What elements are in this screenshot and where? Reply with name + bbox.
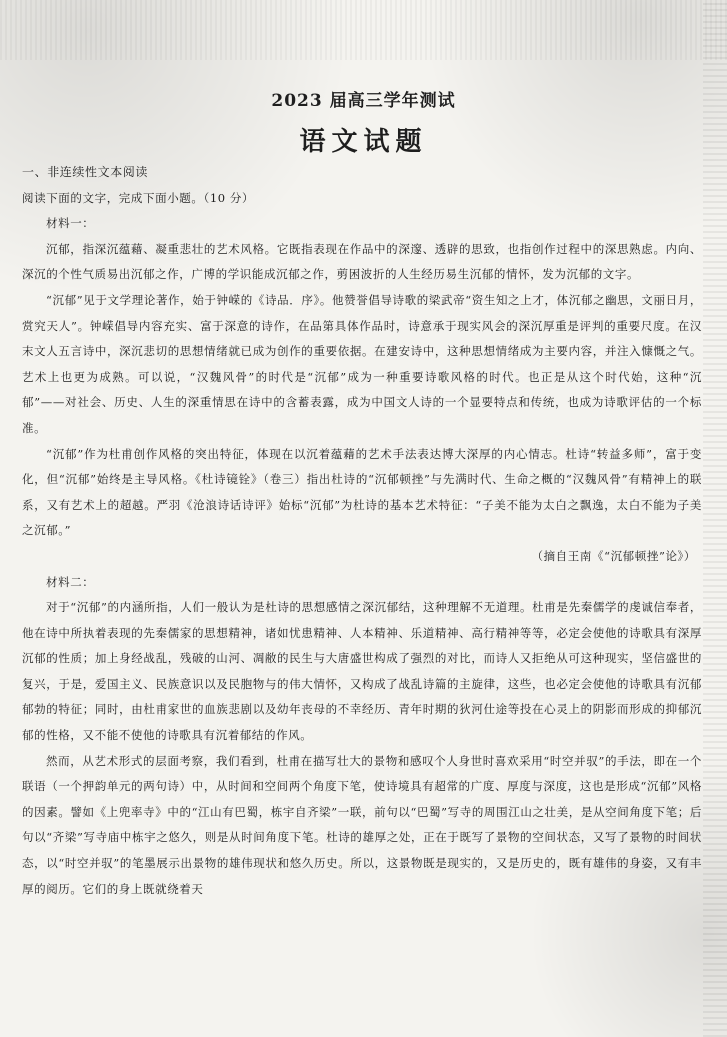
scan-noise-top [0,0,727,60]
exam-header [0,86,727,158]
exam-content [22,160,702,902]
exam-subtitle: 2023 届高三学年测试 [271,91,456,111]
section-heading: 一、非连续性文本阅读 [22,165,149,179]
material1-paragraph: “沉郁”作为杜甫创作风格的突出特征，体现在以沉着蕴藉的艺术手法表达博大深厚的内心情志。杜诗“转益多师”，富于变化，但“沉郁”始终是主导风格。《杜诗镜铨》（卷三）指出杜诗的“沉郁顿挫”与先满时代、生命之概的“汉魏风骨”有精神上的联系，又有艺术上的超越。严羽《沧浪诗话诗评》始标“沉郁”为杜诗的基本艺术特征：“子美不能为太白之飘逸，太白不能为子美之沉郁。” [22,446,702,538]
material1-source: （摘自王南《“沉郁顿挫”论》） [531,548,696,563]
section-instruction: 阅读下面的文字，完成下面小题。（10 分） [22,190,255,205]
exam-title: 语文试题 [299,127,428,157]
material2-paragraph: 对于“沉郁”的内涵所指，人们一般认为是杜诗的思想感情之深沉郁结，这种理解不无道理。杜甫是先秦儒学的虔诚信奉者，他在诗中所执着表现的先秦儒家的思想精神，诸如忧患精神、人本精神、乐道精神、高行精神等等，必定会使他的诗歌具有深厚沉郁的性质；加上身经战乱，残破的山河、凋敝的民生与大唐盛世构成了强烈的对比，而诗人又拒绝从可这种现实，坚信盛世的复兴，于是，爱国主义、民族意识以及民胞物与的伟大情怀，又构成了战乱诗篇的主旋律，这些，也必定会使他的诗歌具有沉郁郁勃的特征；同时，由杜甫家世的血族悲剧以及幼年丧母的不幸经历、青年时期的狄河仕途等投在心灵上的阴影而形成的抑郁沉郁的性格，又不能不使他的诗歌具有沉着郁结的作风。 [22,600,702,743]
material2-paragraph: 然而，从艺术形式的层面考察，我们看到，杜甫在描写壮大的景物和感叹个人身世时喜欢采用“时空并驭”的手法，即在一个联语（一个押韵单元的两句诗）中，从时间和空间两个角度下笔，使诗境具有超常的广度、厚度与深度，这也是形成“沉郁”风格的因素。譬如《上兜率寺》中的“江山有巴蜀，栋宇自齐梁”一联，前句以“巴蜀”写寺的周围江山之壮美，是从空间角度下笔；后句以“齐梁”写寺庙中栋宇之悠久，则是从时间角度下笔。杜诗的雄厚之处，正在于既写了景物的空间状态，又写了景物的时间状态，以“时空并驭”的笔墨展示出景物的雄伟现状和悠久历史。所以，这景物既是现实的，又是历史的，既有雄伟的身姿，又有丰厚的阅历。它们的身上既就绕着天 [22,753,702,896]
material2-label: 材料二： [46,574,95,589]
material1-paragraph: “沉郁”见于文学理论著作，始于钟嵘的《诗品．序》。他赞誉倡导诗歌的梁武帝“资生知之上才，体沉郁之幽思，文丽日月，赏究天人”。钟嵘倡导内容充实、富于深意的诗作，在品第具体作品时，诗意承于现实风会的深沉厚重是评判的重要尺度。在汉末文人五言诗中，深沉悲切的思想情绪就已成为创作的重要依据。在建安诗中，这种思想情绪成为主要内容，并注入慷慨之气。艺术上也更为成熟。可以说，“汉魏风骨”的时代是“沉郁”成为一种重要诗歌风格的时代。也正是从这个时代始，这种“沉郁”——对社会、历史、人生的深重情思在诗中的含蓄表露，成为中国文人诗的一个显要特点和传统，也成为诗歌评估的一个标准。 [22,292,702,435]
material1-paragraph: 沉郁，指深沉蕴藉、凝重悲壮的艺术风格。它既指表现在作品中的深邃、透辟的思致，也指创作过程中的深思熟虑。内向、深沉的个性气质易出沉郁之作，广博的学识能成沉郁之作，剪困波折的人生经历易生沉郁的情怀，发为沉郁的文字。 [22,241,702,282]
material1-label: 材料一： [46,216,95,231]
